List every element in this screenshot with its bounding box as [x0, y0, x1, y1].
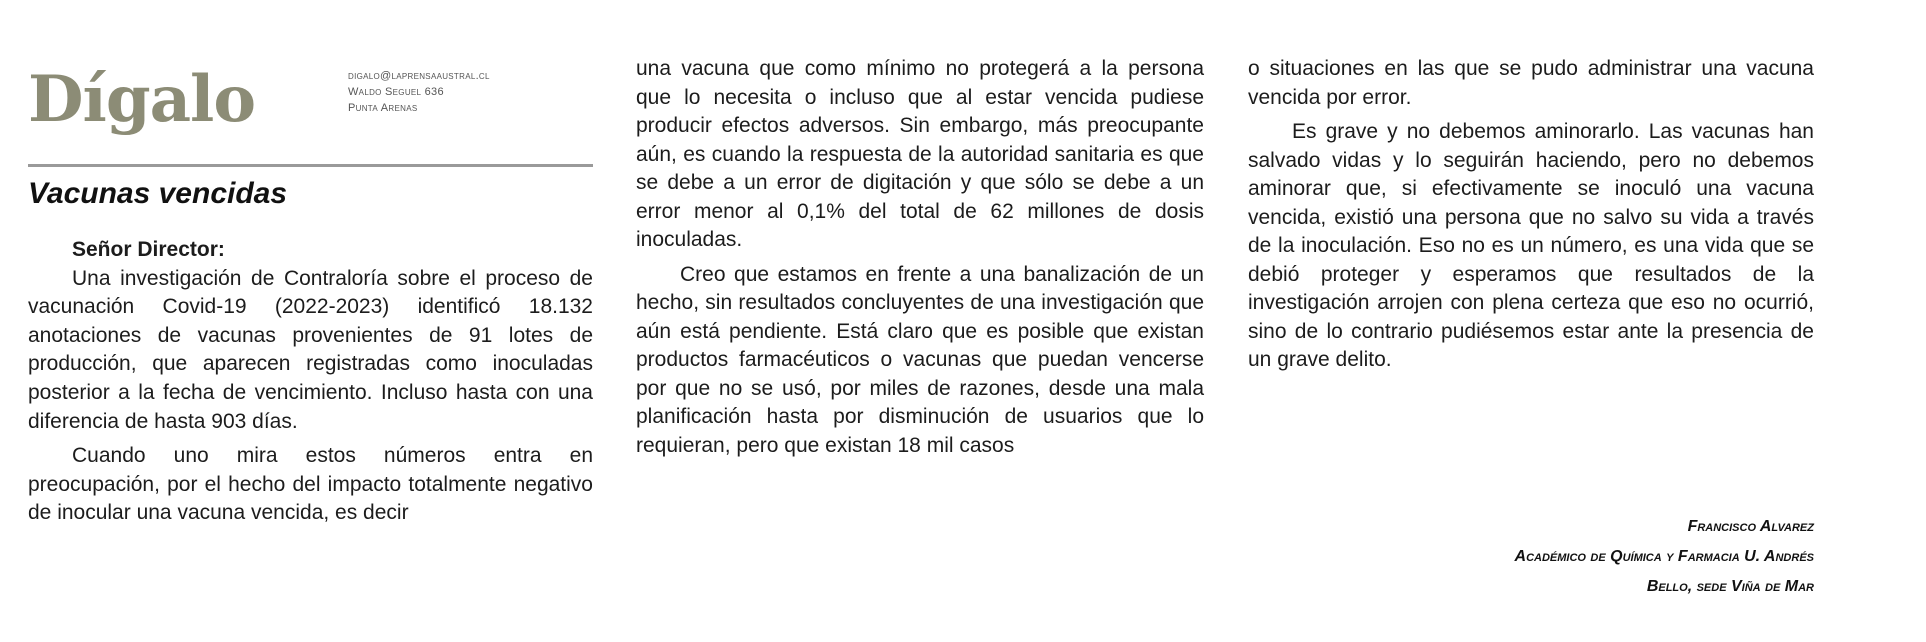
- contact-email: digalo@laprensaaustral.cl: [348, 70, 490, 82]
- paragraph: Cuando uno mira estos números entra en preocupación, por el hecho del impacto totalmente negativo de inocular una vacuna vencida, es decir: [28, 444, 593, 525]
- paragraph: o situaciones en las que se pudo administrar una vacuna vencida por error.: [1248, 57, 1814, 109]
- letter-column-1: [28, 236, 593, 528]
- letter-signature: [1248, 512, 1814, 602]
- section-divider: [28, 164, 593, 167]
- paragraph: una vacuna que como mínimo no protegerá a la persona que lo necesita o incluso que al estar vencida pudiese producir efectos adversos. Sin embargo, más preocupante aún, es cuando la respuesta de la autoridad sanitaria es que se debe a un error de digitación y que sólo se debe a un error menor al 0,1% del total de 62 millones de dosis inoculadas.: [636, 57, 1204, 251]
- letter-headline: Vacunas vencidas: [28, 177, 288, 210]
- section-logo: Dígalo: [28, 62, 256, 137]
- letter-column-2: [636, 55, 1204, 460]
- paragraph: Una investigación de Contraloría sobre el proceso de vacunación Covid-19 (2022-2023) identificó 18.132 anotaciones de vacunas provenientes de 91 lotes de producción, que aparecen registradas como inoculadas posterior a la fecha de vencimiento. Incluso hasta con una diferencia de hasta 903 días.: [28, 266, 593, 433]
- paragraph: Creo que estamos en frente a una banalización de un hecho, sin resultados concluyentes de una investigación que aún está pendiente. Está claro que es posible que existan productos farmacéuticos o vacunas que puedan vencerse por que no se usó, por miles de razones, desde una mala planificación hasta por disminución de usuarios que lo requieran, pero que existan 18 mil casos: [636, 262, 1204, 457]
- section-contact: [348, 68, 490, 116]
- signature-title-line-2: Bello, sede Viña de Mar: [1646, 578, 1814, 595]
- paragraph: Es grave y no debemos aminorarlo. Las vacunas han salvado vidas y lo seguirán haciendo, pero no debemos aminorar que, si efectivamente se inoculó una vacuna vencida, existió una persona que no salvo su vida a través de la inoculación. Eso no es un número, es una vida que se debió proteger y esperamos que resultados de la investigación arrojen con plena certeza que eso no ocurrió, sino de lo contrario pudiésemos estar ante la presencia de un grave delito.: [1248, 120, 1814, 371]
- contact-city: Punta Arenas: [348, 102, 418, 114]
- section-masthead: [28, 56, 593, 160]
- signature-name: Francisco Alvarez: [1687, 518, 1814, 535]
- letter-salutation: Señor Director:: [72, 238, 225, 261]
- signature-title-line-1: Académico de Química y Farmacia U. Andrés: [1514, 548, 1814, 565]
- letter-column-3: [1248, 55, 1814, 375]
- contact-address: Waldo Seguel 636: [348, 86, 444, 98]
